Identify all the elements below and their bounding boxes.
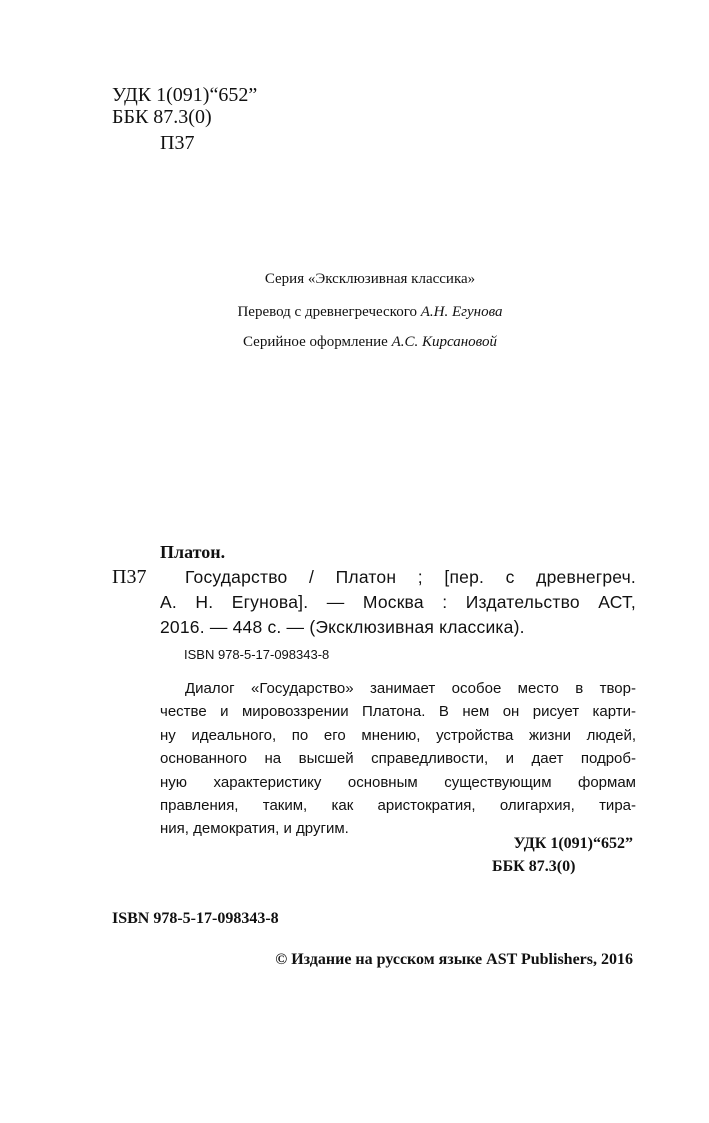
author-code-top: П37 <box>160 132 195 154</box>
designer-name: А.С. Кирсановой <box>391 334 497 350</box>
annotation-line: ния, демократия, и другим. <box>160 820 349 838</box>
record-isbn: ISBN 978-5-17-098343-8 <box>184 647 330 662</box>
annotation-line: Диалог «Государство» занимает особое место в твор- <box>185 680 636 697</box>
record-author-code: П37 <box>112 566 147 588</box>
annotation-line: ную характеристику основным существующим формам <box>160 773 636 791</box>
isbn-footer: ISBN 978-5-17-098343-8 <box>112 910 279 927</box>
series-line: Серия «Эксклюзивная классика» <box>264 271 476 287</box>
annotation-line: ну идеального, по его мнению, устройства жизни людей, <box>160 726 636 744</box>
record-author: Платон. <box>160 542 226 562</box>
annotation-line: основанного на высшей справедливости, и дает подроб- <box>160 750 636 768</box>
translator-name: А.Н. Егунова <box>420 304 503 320</box>
udk-code-bottom: УДК 1(091)“652” <box>513 835 633 852</box>
translation-line <box>0 303 709 321</box>
translation-prefix: Перевод с древнегреческого <box>237 304 417 320</box>
annotation-paragraph <box>160 677 636 841</box>
copyright-line: © Издание на русском языке AST Publishers, 2016 <box>275 951 633 968</box>
design-prefix: Серийное оформление <box>242 334 388 350</box>
record-line: Государство / Платон ; [пер. с древнегреч. <box>185 567 636 587</box>
record-line: А. Н. Егунова]. — Москва : Издательство АСТ, <box>160 592 636 612</box>
record-line: 2016. — 448 с. — (Эксклюзивная классика). <box>160 617 525 637</box>
bbk-code-bottom: ББК 87.3(0) <box>492 858 576 875</box>
annotation-line: честве и мировоззрении Платона. В нем он рисует карти- <box>160 703 636 721</box>
design-line <box>0 333 709 351</box>
bbk-code-top: ББК 87.3(0) <box>112 106 212 128</box>
annotation-line: правления, таким, как аристократия, олигархия, тира- <box>160 797 636 815</box>
record-description <box>160 565 636 640</box>
udk-code-top: УДК 1(091)“652” <box>112 84 258 106</box>
